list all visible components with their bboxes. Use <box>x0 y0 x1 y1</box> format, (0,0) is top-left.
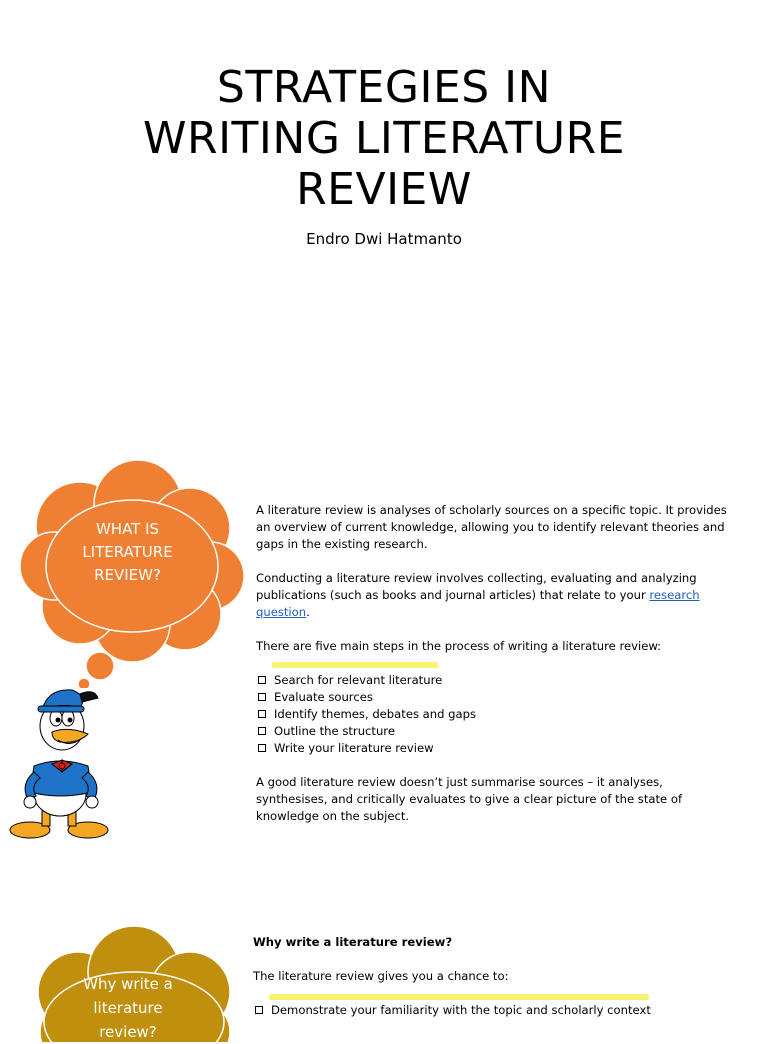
cloud-line-3: REVIEW? <box>94 566 161 584</box>
author-name: Endro Dwi Hatmanto <box>306 230 462 248</box>
slide-title <box>0 62 768 215</box>
checkbox-icon <box>255 1006 263 1014</box>
literature-review-slide <box>0 440 768 880</box>
cloud-line-2: literature <box>93 999 163 1017</box>
research-question-link[interactable]: research question <box>256 588 700 619</box>
checkbox-icon <box>258 676 266 684</box>
steps-list <box>256 672 736 757</box>
checkbox-icon <box>258 693 266 701</box>
title-line-1: STRATEGIES IN <box>216 62 552 113</box>
list-item: Outline the structure <box>256 723 736 740</box>
highlight-mark <box>272 662 438 668</box>
paragraph-conducting <box>256 570 736 621</box>
title-slide <box>0 0 768 420</box>
highlight-mark <box>269 994 649 1000</box>
paragraph-definition: A literature review is analyses of scholarly sources on a specific topic. It provides an overview of current knowledge, allowing you to identify relevant theories and gaps in the existing research. <box>256 503 727 551</box>
definition-text <box>256 502 736 825</box>
list-item: Search for relevant literature <box>256 672 736 689</box>
cloud-line-1: WHAT IS <box>95 520 160 538</box>
title-line-3: REVIEW <box>296 164 472 215</box>
conducting-text: Conducting a literature review involves collecting, evaluating and analyzing publications (such as books and journal articles) that relate to your <box>256 571 697 602</box>
checkbox-icon <box>258 744 266 752</box>
list-item: Demonstrate your familiarity with the topic and scholarly context <box>253 1002 733 1019</box>
cloud-label <box>58 972 198 1044</box>
why-write-slide <box>0 900 768 1041</box>
list-item: Write your literature review <box>256 740 736 757</box>
why-intro: The literature review gives you a chance to: <box>253 969 509 983</box>
title-line-2: WRITING LITERATURE <box>143 113 625 164</box>
checkbox-icon <box>258 727 266 735</box>
checkbox-icon <box>258 710 266 718</box>
why-list <box>253 1002 733 1019</box>
list-item: Evaluate sources <box>256 689 736 706</box>
cloud-line-3: review? <box>99 1023 157 1041</box>
list-item: Identify themes, debates and gaps <box>256 706 736 723</box>
steps-block <box>256 672 736 757</box>
cloud-line-2: LITERATURE <box>82 543 173 561</box>
why-list-block <box>253 1002 733 1019</box>
paragraph-good-review: A good literature review doesn’t just summarise sources – it analyses, synthesises, and critically evaluates to give a clear picture of the state of knowledge on the subject. <box>256 775 683 823</box>
why-heading: Why write a literature review? <box>253 935 453 949</box>
steps-intro: There are five main steps in the process of writing a literature review: <box>256 639 662 653</box>
cloud-line-1: Why write a <box>83 975 173 993</box>
why-write-text <box>253 934 733 1019</box>
conducting-end: . <box>306 605 310 619</box>
cloud-label <box>55 518 200 587</box>
donald-duck-illustration <box>8 682 112 842</box>
